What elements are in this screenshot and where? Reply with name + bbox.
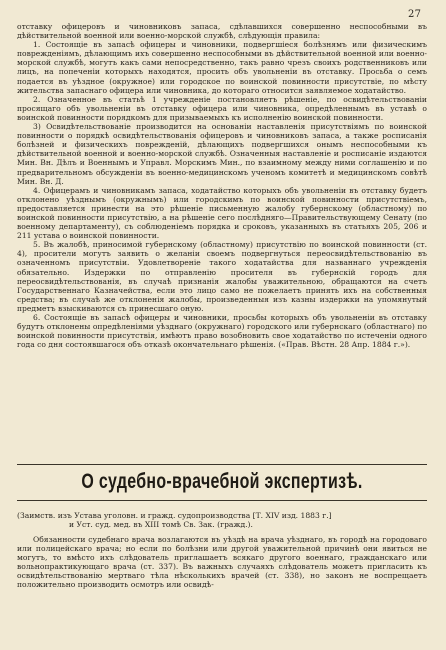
paragraph-3: 3) Освидѣтельствованіе производится на основаніи наставленія присутствіямъ по воинской повинности о порядкѣ освидѣтельствованія офицеровъ и чиновниковъ запаса, а также росписанія болѣзней и физическихъ поврежденій, дѣлающихъ подвергшихся онымъ неспособными къ дѣйствительной военной и военно-морской службѣ. Означенныя наставленіе и росписаніе издаются Мин. Вн. Дѣлъ и Военнымъ и Управл. Морскимъ Мин., по взаимному между ними соглашенію и по предварительномъ обсужденіи въ военно-медицинскомъ ученомъ комитетѣ и медицинскомъ совѣтѣ Мин. Вн. Д. <box>17 122 427 186</box>
section-title: О судебно-врачебной экспертизѣ. <box>81 470 363 493</box>
regulation-text <box>17 22 427 349</box>
source-citation <box>17 511 427 530</box>
paragraph-5: 5. Въ жалобѣ, приносимой губернскому (областному) присутствію по воинской повинности (ст. 4), просители могутъ заявить о желаніи своемъ подвергнуться переосвидѣтельствованію въ означенномъ присутствіи. Удовлетвореніе такого ходатайства для названнаго учрежденія обязательно. Издержки по отправленію просителя въ губернскій городъ для переосвидѣтельствованія, въ случаѣ признанія жалобы уважительною, обращаются на счетъ Государственнаго Казначейства, если это лицо само не пожелаетъ принять ихъ на собственныя средства; въ случаѣ же отклоненія жалобы, произведенныя изъ казны издержки на упомянутый предметъ взыскиваются съ принесшаго оную. <box>17 240 427 313</box>
paragraph-2: 2. Означенное въ статьѣ 1 учрежденіе постановляетъ рѣшеніе, по освидѣтельствованіи просящаго объ увольненіи въ отставку офицера или чиновника, опредѣленнымъ въ уставѣ о воинской повинности порядкомъ для призываемыхъ къ исполненію воинской повинности. <box>17 94 427 122</box>
paragraph-4: 4. Офицерамъ и чиновникамъ запаса, ходатайство которыхъ объ увольненіи въ отставку будетъ отклонено уѣзднымъ (окружнымъ) или городскимъ по воинской повинности присутствіемъ, предоставляется принести на это рѣшеніе письменную жалобу губернскому (областному) по воинской повинности присутствію, а на рѣшеніе сего послѣдняго—Правительствующему Сенату (по военному департаменту), съ соблюденіемъ порядка и сроковъ, указанныхъ въ статьяхъ 205, 206 и 211 устава о воинской повинности. <box>17 185 427 241</box>
paragraph-6: 6. Состоящіе въ запасѣ офицеры и чиновники, просьбы которыхъ объ увольненіи въ отставку будутъ отклонены опредѣленіями уѣзднаго (окружнаго) городского или губернскаго (областнаго) по воинской повинности присутствія, имѣютъ право возобновить свое ходатайство по истеченіи одного года со дня состоявшагося объ отказѣ окончательнаго рѣшенія. («Прав. Вѣстн. 28 Апр. 1884 г.»). <box>17 313 427 350</box>
expertise-paragraph: Обязанности судебнаго врача возлагаются въ уѣздѣ на врача уѣзднаго, въ городѣ на городоваго или полицейскаго врача; но если по болѣзни или другой уважительной причинѣ они явиться не могутъ, то вмѣсто ихъ слѣдователь приглашаетъ всякаго другого военнаго, гражданскаго или вольнопрактикующаго врача (ст. 337). Въ важныхъ случаяхъ слѣдователь можетъ пригласить къ освидѣтельствованію мертваго тѣла нѣсколькихъ врачей (ст. 338), но законъ не воспрещаетъ положительно производить осмотръ или освидѣ- <box>17 535 427 590</box>
intro-paragraph: отставку офицеровъ и чиновниковъ запаса, сдѣлавшихся совершенно неспособными въ дѣйствительной военной или военно-морской службѣ, слѣдующія правила: <box>17 22 427 41</box>
paragraph-1: 1. Состоящіе въ запасѣ офицеры и чиновники, подвергшіеся болѣзнямъ или физическимъ поврежденіямъ, дѣлающимъ ихъ совершенно неспособными въ дѣйствительной военной или военно-морской службѣ, могутъ какъ сами непосредственно, такъ равно чрезъ своихъ родственниковъ или лицъ, на попеченіи которыхъ находятся, просить объ увольненіи въ отставку. Просьба о семъ подается въ уѣздное (окружное) или городское по воинской повинности присутствіе, по мѣсту жительства запаснаго офицера или чиновника, до котораго относится заявляемое ходатайство. <box>17 40 427 95</box>
title-top-rule <box>17 464 427 465</box>
title-bottom-rule <box>17 500 427 501</box>
source-line-1: (Заимств. изъ Устава уголовн. и гражд. судопроизводства [Т. XIV изд. 1883 г.] <box>17 511 332 520</box>
expertise-text <box>17 535 427 590</box>
page-number: 27 <box>408 9 422 20</box>
source-line-2: и Уст. суд. мед. въ XIII томѣ Св. Зак. (гражд.). <box>69 520 253 530</box>
